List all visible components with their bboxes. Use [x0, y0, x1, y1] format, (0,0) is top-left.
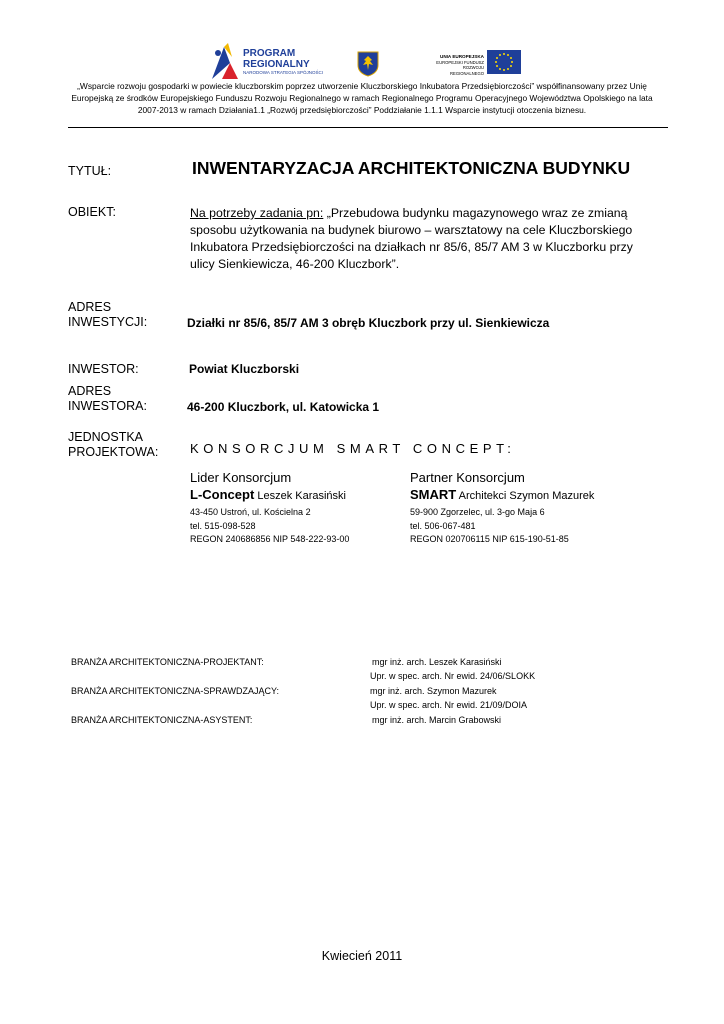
program-regionalny-logo-icon	[210, 43, 240, 81]
role-checker-person: mgr inż. arch. Szymon Mazurek	[370, 686, 497, 696]
leader-regon: REGON 240686856 NIP 548-222-93-00	[190, 534, 350, 544]
design-unit-label-line2: PROJEKTOWA:	[68, 445, 159, 459]
funding-note-line: Europejską ze środków Europejskiego Funduszu Rozwoju Regionalnego w ramach Regionalnego Programu Operacyjnego Województwa Opolskiego na lata	[71, 93, 653, 103]
program-logo-text	[243, 48, 323, 76]
opole-coat-of-arms-icon	[357, 51, 379, 77]
object-label: OBIEKT:	[68, 205, 116, 219]
object-description	[190, 205, 650, 273]
object-line1-rest: „Przebudowa budynku magazynowego wraz ze zmianą	[323, 206, 628, 220]
investor-label: INWESTOR:	[68, 362, 139, 376]
object-line-3: Inkubatora Przedsiębiorczości na działkach nr 85/6, 85/7 AM 3 w Kluczborku przy	[190, 240, 633, 254]
header-divider	[68, 127, 668, 128]
role-designer-label: BRANŻA ARCHITEKTONICZNA-PROJEKTANT:	[71, 657, 264, 667]
partner-company-name: SMART	[410, 487, 457, 502]
eu-logo-line2: EUROPEJSKI FUNDUSZ	[436, 59, 484, 65]
program-logo-line2: REGIONALNY	[243, 59, 310, 70]
leader-address: 43-450 Ustroń, ul. Kościelna 2	[190, 507, 311, 517]
investment-address-value: Działki nr 85/6, 85/7 AM 3 obręb Kluczbork przy ul. Sienkiewicza	[187, 316, 550, 330]
document-title: INWENTARYZACJA ARCHITEKTONICZNA BUDYNKU	[192, 158, 631, 178]
funding-note-line: „Wsparcie rozwoju gospodarki w powiecie kluczborskim poprzez utworzenie Kluczborskiego Inkubatora Przedsiębiorczości” współfinansowany przez Unię	[77, 81, 647, 91]
eu-logo-line1: UNIA EUROPEJSKA	[440, 54, 484, 59]
partner-company	[410, 486, 594, 505]
partner-address: 59-900 Zgorzelec, ul. 3-go Maja 6	[410, 507, 545, 517]
program-logo-line3: NARODOWA STRATEGIA SPÓJNOŚCI	[243, 70, 324, 75]
funding-note	[40, 80, 684, 116]
partner-regon: REGON 020706115 NIP 615-190-51-85	[410, 534, 569, 544]
investor-address-label	[68, 384, 147, 414]
eu-flag-icon	[487, 50, 521, 74]
investor-value: Powiat Kluczborski	[189, 362, 300, 376]
program-logo-line1: PROGRAM	[243, 48, 296, 59]
investor-address-label-line1: ADRES	[68, 384, 112, 398]
partner-heading: Partner Konsorcjum	[410, 470, 525, 485]
investment-address-label	[68, 300, 147, 330]
role-assistant-label: BRANŻA ARCHITEKTONICZNA-ASYSTENT:	[71, 715, 253, 725]
leader-phone: tel. 515-098-528	[190, 520, 256, 531]
leader-company-name: L-Concept	[190, 487, 255, 502]
object-line-4: ulicy Sienkiewicza, 46-200 Kluczbork”.	[190, 257, 400, 271]
leader-owner: Leszek Karasiński	[254, 490, 346, 502]
funding-note-line: 2007-2013 w ramach Działania1.1 „Rozwój przedsiębiorczości” Poddziałanie 1.1.1 Wsparcie instytucji otoczenia biznesu.	[137, 105, 587, 115]
role-designer-license: Upr. w spec. arch. Nr ewid. 24/06/SLOKK	[370, 671, 536, 681]
object-lead: Na potrzeby zadania pn:	[190, 206, 324, 220]
object-line-2: sposobu użytkowania na budynek biurowo – warsztatowy na cele Kluczborskiego	[190, 223, 633, 237]
role-checker-label: BRANŻA ARCHITEKTONICZNA-SPRAWDZAJĄCY:	[71, 686, 280, 696]
leader-company	[190, 486, 349, 505]
role-checker-license: Upr. w spec. arch. Nr ewid. 21/09/DOIA	[370, 700, 528, 710]
design-unit-label	[68, 430, 158, 460]
partner-owner: Architekci Szymon Mazurek	[456, 490, 595, 502]
role-designer-person: mgr inż. arch. Leszek Karasiński	[372, 657, 502, 667]
consortium-leader	[190, 469, 349, 547]
document-date: Kwiecień 2011	[321, 949, 403, 963]
investor-address-value: 46-200 Kluczbork, ul. Katowicka 1	[187, 400, 380, 414]
leader-heading: Lider Konsorcjum	[190, 470, 292, 485]
investment-address-label-line2: INWESTYCJI:	[68, 315, 148, 329]
title-label: TYTUŁ:	[68, 164, 112, 178]
investor-address-label-line2: INWESTORA:	[68, 399, 147, 413]
object-line-1	[190, 205, 650, 222]
consortium-name: KONSORCJUM SMART CONCEPT:	[190, 441, 516, 456]
header-logos	[0, 40, 724, 84]
investment-address-label-line1: ADRES	[68, 300, 112, 314]
eu-logo-text	[428, 54, 484, 76]
partner-phone: tel. 506-067-481	[410, 520, 476, 531]
role-assistant-person: mgr inż. arch. Marcin Grabowski	[372, 715, 502, 725]
consortium-partner	[410, 469, 594, 547]
eu-logo-line3: ROZWOJU REGIONALNEGO	[450, 65, 484, 76]
design-unit-label-line1: JEDNOSTKA	[68, 430, 144, 444]
